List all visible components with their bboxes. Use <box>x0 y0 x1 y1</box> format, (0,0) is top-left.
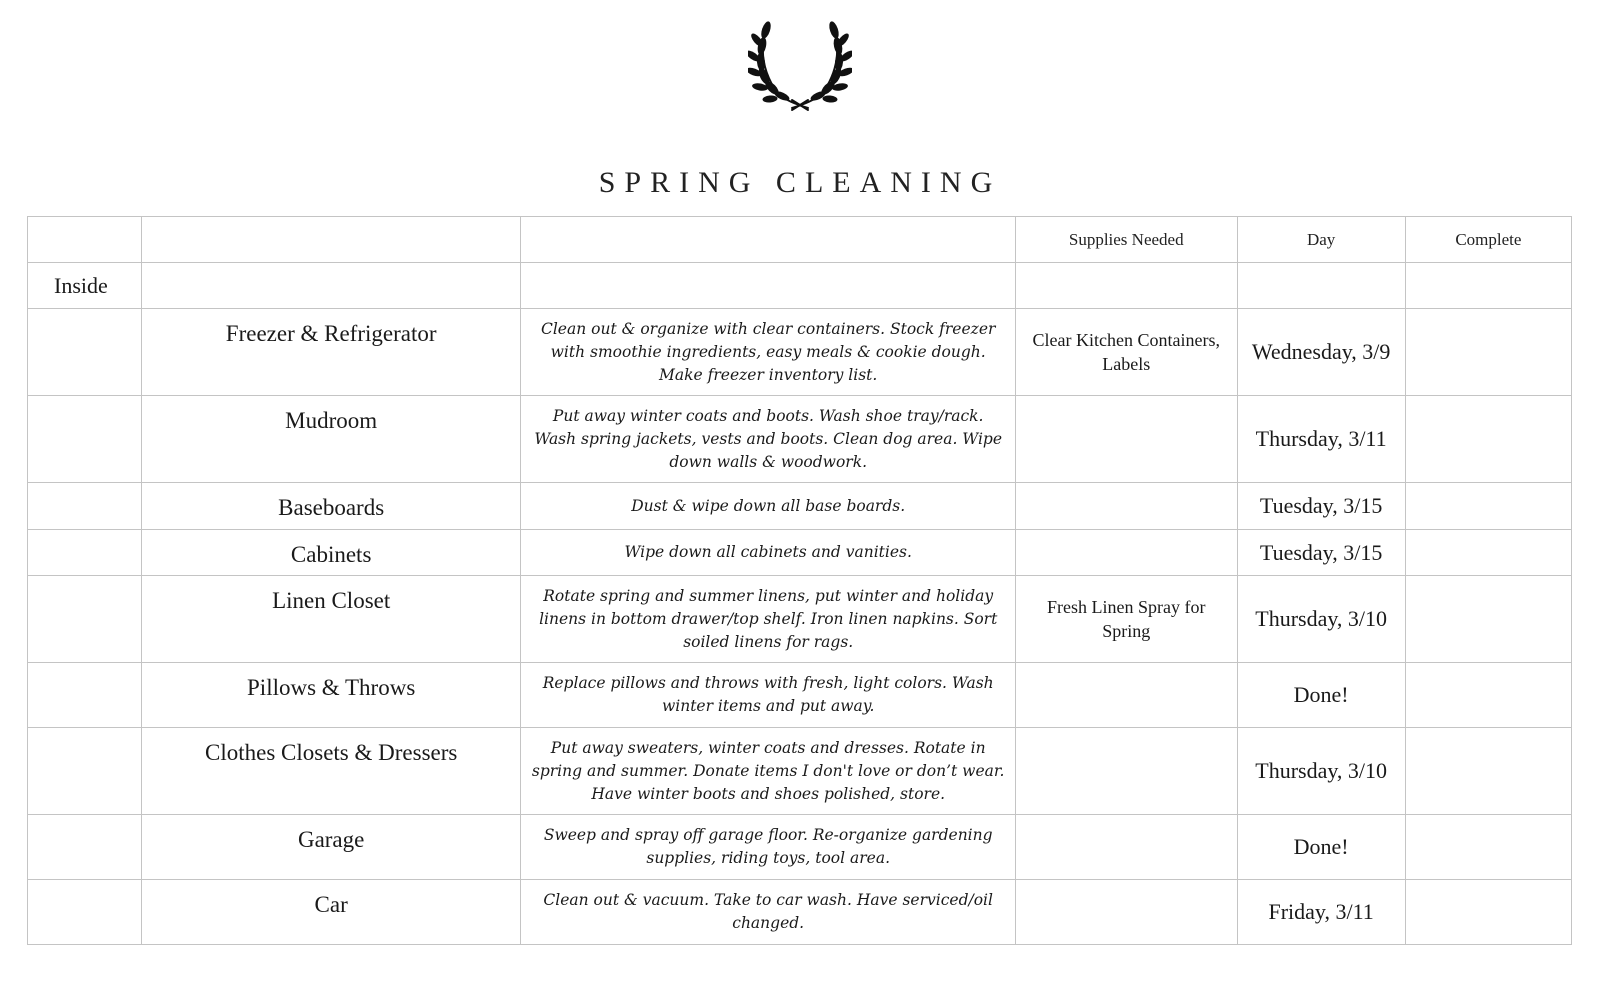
cleaning-table <box>27 216 1572 945</box>
section-row <box>28 263 1572 309</box>
empty-cell <box>141 263 521 309</box>
empty-cell <box>1237 263 1405 309</box>
complete-cell[interactable] <box>1405 309 1571 396</box>
complete-cell[interactable] <box>1405 663 1571 728</box>
indent-cell <box>28 309 142 396</box>
complete-cell[interactable] <box>1405 530 1571 576</box>
indent-cell <box>28 530 142 576</box>
area-cell: Freezer & Refrigerator <box>141 309 521 396</box>
header-supplies: Supplies Needed <box>1015 217 1237 263</box>
header-day: Day <box>1237 217 1405 263</box>
table-row <box>28 309 1572 396</box>
indent-cell <box>28 880 142 945</box>
day-cell: Done! <box>1237 815 1405 880</box>
supplies-cell: Clear Kitchen Containers, Labels <box>1015 309 1237 396</box>
table-row <box>28 663 1572 728</box>
supplies-cell <box>1015 396 1237 483</box>
empty-cell <box>1405 263 1571 309</box>
task-cell: Put away winter coats and boots. Wash shoe tray/rack. Wash spring jackets, vests and boots. Clean dog area. Wipe down walls & woodwork. <box>521 396 1015 483</box>
day-cell: Friday, 3/11 <box>1237 880 1405 945</box>
area-cell: Linen Closet <box>141 576 521 663</box>
supplies-cell: Fresh Linen Spray for Spring <box>1015 576 1237 663</box>
table-row <box>28 728 1572 815</box>
supplies-cell <box>1015 530 1237 576</box>
area-cell: Baseboards <box>141 483 521 530</box>
task-cell: Clean out & vacuum. Take to car wash. Have serviced/oil changed. <box>521 880 1015 945</box>
day-cell: Tuesday, 3/15 <box>1237 483 1405 530</box>
indent-cell <box>28 576 142 663</box>
complete-cell[interactable] <box>1405 396 1571 483</box>
complete-cell[interactable] <box>1405 815 1571 880</box>
task-cell: Dust & wipe down all base boards. <box>521 483 1015 530</box>
day-cell: Wednesday, 3/9 <box>1237 309 1405 396</box>
supplies-cell <box>1015 663 1237 728</box>
task-cell: Put away sweaters, winter coats and dresses. Rotate in spring and summer. Donate items I don't love or don’t wear. Have winter boots and shoes polished, store. <box>521 728 1015 815</box>
complete-cell[interactable] <box>1405 728 1571 815</box>
day-cell: Thursday, 3/10 <box>1237 576 1405 663</box>
table-row <box>28 483 1572 530</box>
table-row <box>28 530 1572 576</box>
area-cell: Garage <box>141 815 521 880</box>
area-cell: Pillows & Throws <box>141 663 521 728</box>
indent-cell <box>28 396 142 483</box>
table-row <box>28 576 1572 663</box>
day-cell: Thursday, 3/10 <box>1237 728 1405 815</box>
indent-cell <box>28 663 142 728</box>
area-cell: Car <box>141 880 521 945</box>
header-blank-1 <box>28 217 142 263</box>
day-cell: Thursday, 3/11 <box>1237 396 1405 483</box>
indent-cell <box>28 483 142 530</box>
task-cell: Wipe down all cabinets and vanities. <box>521 530 1015 576</box>
complete-cell[interactable] <box>1405 483 1571 530</box>
table-row <box>28 815 1572 880</box>
task-cell: Sweep and spray off garage floor. Re-organize gardening supplies, riding toys, tool area. <box>521 815 1015 880</box>
supplies-cell <box>1015 483 1237 530</box>
laurel-wreath-icon <box>748 16 852 112</box>
day-cell: Tuesday, 3/15 <box>1237 530 1405 576</box>
header-row <box>28 217 1572 263</box>
supplies-cell <box>1015 880 1237 945</box>
supplies-cell <box>1015 728 1237 815</box>
complete-cell[interactable] <box>1405 576 1571 663</box>
table-row <box>28 396 1572 483</box>
area-cell: Mudroom <box>141 396 521 483</box>
header-blank-2 <box>141 217 521 263</box>
header-blank-3 <box>521 217 1015 263</box>
supplies-cell <box>1015 815 1237 880</box>
header-complete: Complete <box>1405 217 1571 263</box>
empty-cell <box>521 263 1015 309</box>
table-row <box>28 880 1572 945</box>
area-cell: Cabinets <box>141 530 521 576</box>
task-cell: Rotate spring and summer linens, put winter and holiday linens in bottom drawer/top shelf. Iron linen napkins. Sort soiled linens for rags. <box>521 576 1015 663</box>
day-cell: Done! <box>1237 663 1405 728</box>
indent-cell <box>28 815 142 880</box>
complete-cell[interactable] <box>1405 880 1571 945</box>
indent-cell <box>28 728 142 815</box>
empty-cell <box>1015 263 1237 309</box>
area-cell: Clothes Closets & Dressers <box>141 728 521 815</box>
page-title: SPRING CLEANING <box>598 166 1002 199</box>
section-label: Inside <box>28 263 142 309</box>
task-cell: Replace pillows and throws with fresh, light colors. Wash winter items and put away. <box>521 663 1015 728</box>
task-cell: Clean out & organize with clear containers. Stock freezer with smoothie ingredients, easy meals & cookie dough. Make freezer inventory list. <box>521 309 1015 396</box>
